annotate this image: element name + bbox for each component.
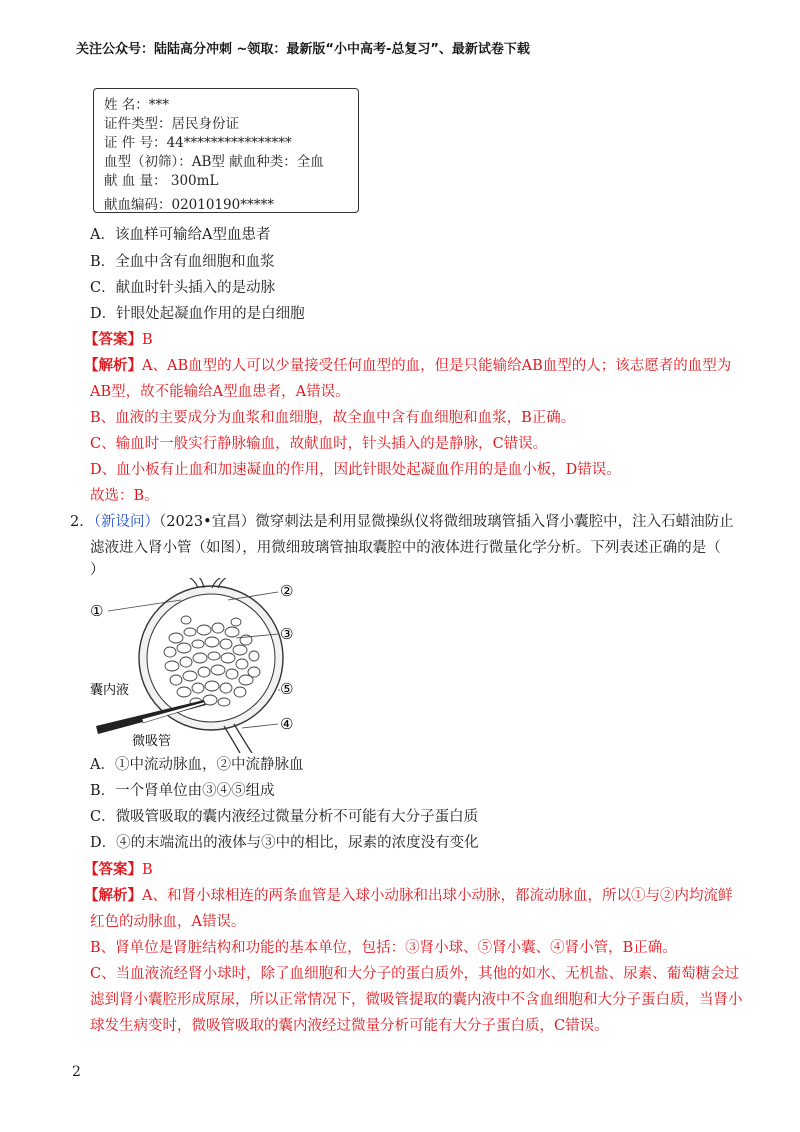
q1-analysis-line: C、输血时一般实行静脉输血，故献血时，针头插入的是静脉，C错误。 <box>90 436 548 452</box>
page-header: 关注公众号：陆陆高分冲刺 ~领取：最新版“小中高考-总复习”、最新试卷下载 <box>76 42 530 57</box>
label-3: ③ <box>280 625 294 643</box>
q2-stem-line: 2．（新设问）（2023•宜昌）微穿刺法是利用显微操纵仪将微细玻璃管插入肾小囊腔中，注入石蜡油防止 <box>70 514 734 530</box>
answer-tag: 【答案】 <box>84 331 142 348</box>
q2-analysis-line: 红色的动脉血，A错误。 <box>90 914 246 930</box>
question-number: 2． <box>70 514 94 530</box>
analysis-tag: 【解析】 <box>84 357 142 374</box>
label-1: ① <box>90 602 104 620</box>
q1-option-d: D．针眼处起凝血作用的是白细胞 <box>90 306 305 322</box>
q2-option-b: B．一个肾单位由③④⑤组成 <box>90 783 275 799</box>
answer-value: B <box>142 332 153 348</box>
q2-option-c: C．微吸管吸取的囊内液经过微量分析不可能有大分子蛋白质 <box>90 809 479 825</box>
card-code: 献血编码：02010190***** <box>104 197 274 213</box>
q2-answer <box>84 860 153 880</box>
q1-analysis-line: B、血液的主要成分为血浆和血细胞，故全血中含有血细胞和血浆，B正确。 <box>90 410 576 426</box>
analysis-tag: 【解析】 <box>84 887 142 904</box>
q1-option-b: B．全血中含有血细胞和血浆 <box>90 254 275 270</box>
q2-option-a: A．①中流动脉血，②中流静脉血 <box>90 757 304 773</box>
q2-analysis-line: B、肾单位是肾脏结构和功能的基本单位，包括：③肾小球、⑤肾小囊、④肾小管，B正确。 <box>90 940 677 956</box>
label-4: ④ <box>280 715 294 733</box>
label-5: ⑤ <box>280 680 294 698</box>
label-capsule-fluid: 囊内液 <box>90 683 130 698</box>
card-id-number: 证 件 号：44**************** <box>104 135 292 151</box>
label-2: ② <box>280 582 294 600</box>
q2-analysis-line: 球发生病变时，微吸管吸取的囊内液经过微量分析可能有大分子蛋白质，C错误。 <box>90 1018 609 1034</box>
q1-option-a: A．该血样可输给A型血患者 <box>90 227 271 243</box>
q1-analysis-line: 故选：B。 <box>90 488 159 504</box>
card-volume: 献 血 量： 300mL <box>104 173 219 189</box>
new-question-tag: （新设问） <box>93 514 159 530</box>
card-id-type: 证件类型：居民身份证 <box>104 116 239 132</box>
card-blood-type: 血型（初筛）：AB型 献血种类：全血 <box>104 154 324 170</box>
q1-analysis-line: 【解析】A、AB血型的人可以少量接受任何血型的血，但是只能输给AB血型的人；该志愿者的血型为 <box>84 357 732 374</box>
q2-stem-line: ） <box>90 562 105 578</box>
card-name: 姓 名：*** <box>104 97 170 113</box>
q1-answer <box>84 330 153 350</box>
q1-option-c: C．献血时针头插入的是动脉 <box>90 280 276 296</box>
answer-value: B <box>142 862 153 878</box>
blood-donation-card <box>93 88 359 213</box>
q1-analysis-line: D、血小板有止血和加速凝血的作用，因此针眼处起凝血作用的是血小板，D错误。 <box>90 462 621 478</box>
q2-analysis-line: 滤到肾小囊腔形成原尿，所以正常情况下，微吸管提取的囊内液中不含血细胞和大分子蛋白质，当肾小 <box>90 992 743 1008</box>
q2-option-d: D．④的末端流出的液体与③中的相比，尿素的浓度没有变化 <box>90 835 479 851</box>
label-micropipette: 微吸管 <box>132 734 172 749</box>
page-number: 2 <box>72 1064 81 1080</box>
answer-tag: 【答案】 <box>84 861 142 878</box>
q2-analysis-line: C、当血液流经肾小球时，除了血细胞和大分子的蛋白质外，其他的如水、无机盐、尿素、葡萄糖会过 <box>90 966 740 982</box>
q2-analysis-line: 【解析】A、和肾小球相连的两条血管是入球小动脉和出球小动脉，都流动脉血，所以①与②内均流鲜 <box>84 887 733 904</box>
q2-stem-line: 滤液进入肾小管（如图），用微细玻璃管抽取囊腔中的液体进行微量化学分析。下列表述正确的是（ <box>90 540 721 556</box>
kidney-nephron-diagram <box>86 578 306 753</box>
q1-analysis-line: AB型，故不能输给A型血患者，A错误。 <box>90 384 350 400</box>
